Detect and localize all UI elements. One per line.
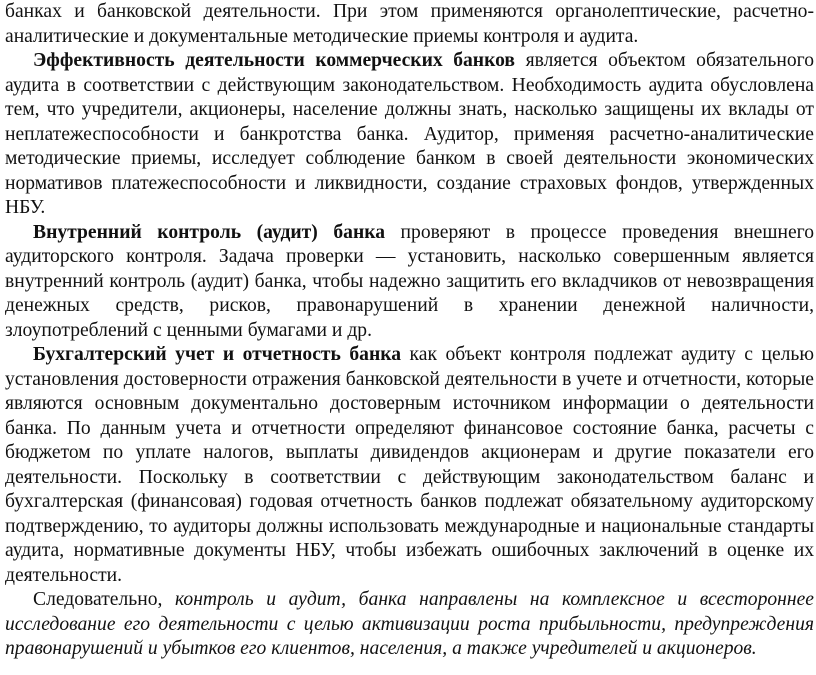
paragraph-text: проверяют в процессе проведения внешнего аудиторского контроля. Задача проверки — установить, насколько совершенным является внутренний контроль (аудит) банка, чтобы надежно защитить его вкладчиков от невозвращения денежных средств, рисков, правонарушений в хранении денежной наличности, злоупотреблений с ценными бумагами и др. [5,221,814,341]
paragraph-continuation [5,0,814,49]
term-accounting: Бухгалтерский учет и отчетность банка [33,344,402,365]
term-bank-efficiency: Эффективность деятельности коммерческих банков [33,50,516,71]
conclusion-lead: Следовательно, [33,589,163,610]
paragraph-text: как объект контроля подлежат аудиту с целью установления достоверности отражения банковской деятельности в учете и отчетности, которые являются основным документально достоверным источником информации о деятельности банка. По данным учета и отчетности определяют финансовое состояние банка, расчеты с бюджетом по уплате налогов, выплаты дивидендов акционерам и другие показатели его деятельности. Поскольку в соответствии с действующим законодательством баланс и бухгалтерская (финансовая) годовая отчетность банков подлежат обязательному аудиторскому подтверждению, то аудиторы должны использовать международные и национальные стандарты аудита, нормативные документы НБУ, чтобы избежать ошибочных заключений в оценке их деятельности. [5,344,814,586]
paragraph-text: банках и банковской деятельности. При этом применяются органолептические, расчетно-аналитические и документальные методические приемы контроля и аудита. [5,1,814,47]
conclusion-italic-text: контроль и аудит, банка направлены на комплексное и всестороннее исследование его деятельности с целью активизации роста прибыльности, предупреждения правонарушений и убытков его клиентов, населения, а также учредителей и акционеров. [5,589,814,659]
paragraph-conclusion [5,588,814,662]
paragraph-accounting [5,343,814,588]
paragraph-text: является объектом обязательного аудита в соответствии с действующим законодательством. Необходимость аудита обусловлена тем, что учредители, акционеры, население должны знать, насколько защищены их вклады от неплатежеспособности и банкротства банка. Аудитор, применяя расчетно-аналитические методические приемы, исследует соблюдение банком в своей деятельности экономических нормативов платежеспособности и ликвидности, создание страховых фондов, утвержденных НБУ. [5,50,814,218]
term-internal-control: Внутренний контроль (аудит) банка [33,221,386,243]
paragraph-internal-control [5,221,814,344]
paragraph-bank-efficiency [5,49,814,221]
